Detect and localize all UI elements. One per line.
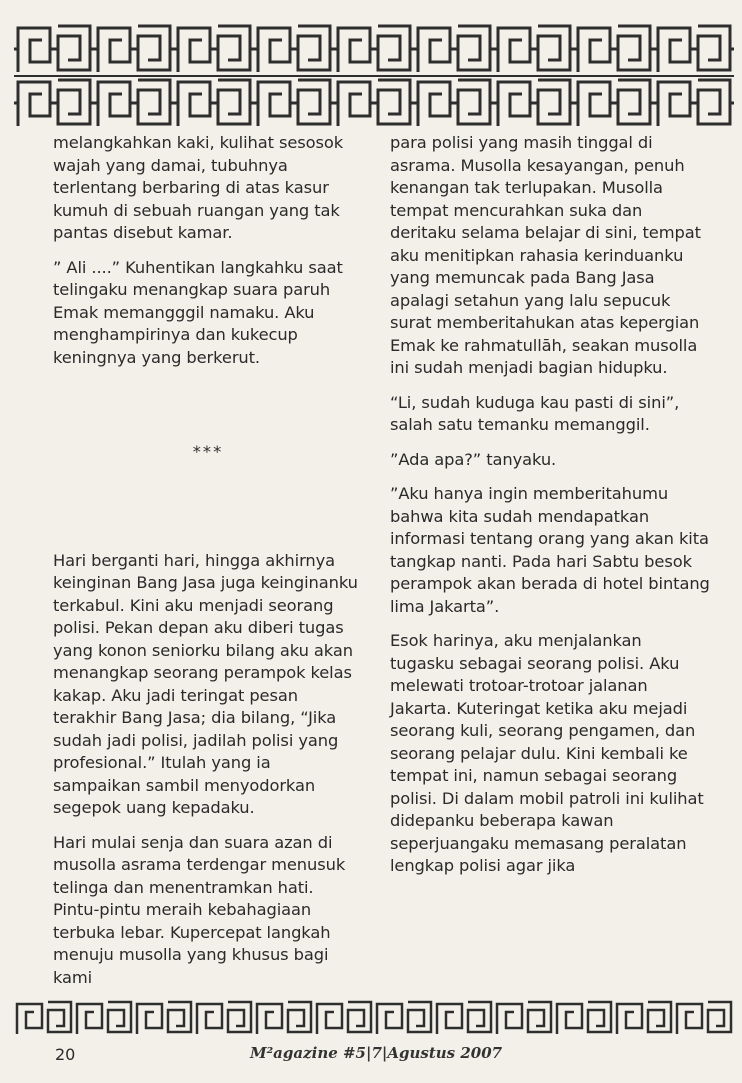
paragraph: para polisi yang masih tinggal di asrama. Musolla kesayangan, penuh kenangan tak terlupakan. Musolla tempat mencurahkan suka dan deritaku selama belajar di sini, tempat aku menitipkan rahasia kerinduanku yang memuncak pada Bang Jasa apalagi setahun yang lalu sepucuk surat memberitahukan atas kepergian Emak ke rahmatullāh, seakan musolla ini sudah menjadi bagian hidupku. [390,133,701,377]
paragraph: ” Ali ....” Kuhentikan langkahku saat telingaku menangkap suara paruh Emak memangggil namaku. Aku menghampirinya dan kukecup keningnya yang berkerut. [53,257,343,367]
paragraph: ”Aku hanya ingin memberitahumu bahwa kita sudah mendapatkan informasi tentang orang yang akan kita tangkap nanti. Pada hari Sabtu besok perampok akan berada di hotel bintang lima Jakarta”. [390,484,710,616]
paragraph: ”Ada apa?” tanyaku. [390,449,557,469]
paragraph: melangkahkan kaki, kulihat sesosok wajah yang damai, tubuhnya terlentang berbaring di atas kasur kumuh di sebuah ruangan yang tak pantas disebut kamar. [53,133,344,242]
bottom-ornament-border [14,1000,734,1036]
paragraph: Hari berganti hari, hingga akhirnya keinginan Bang Jasa juga keinginanku terkabul. Kini aku menjadi seorang polisi. Pekan depan aku diberi tugas yang konon seniorku bilang aku akan menangkap seorang perampok kelas kakap. Aku jadi teringat pesan terakhir Bang Jasa; dia bilang, “Jika sudah jadi polisi, jadilah polisi yang profesional.” Itulah yang ia sampaikan sambil menyodorkan segepok uang kepadaku. [53,550,358,817]
paragraph: “Li, sudah kuduga kau pasti di sini”, salah satu temanku memanggil. [390,392,680,434]
page-number: 20 [55,1045,76,1064]
paragraph: Esok harinya, aku menjalankan tugasku sebagai seorang polisi. Aku melewati trotoar-trotoar jalanan Jakarta. Kuteringat ketika aku mejadi seorang kuli, seorang pengamen, dan seorang pelajar dulu. Kini kembali ke tempat ini, namun sebagai seorang polisi. Di dalam mobil patroli ini kulihat didepanku beberapa kawan seperjuangaku memasang peralatan lengkap polisi agar jika [390,631,704,875]
section-separator: *** [192,442,224,461]
right-column [390,132,710,890]
magazine-footer: M²agazine #5|7|Agustus 2007 [250,1044,503,1062]
paragraph: Hari mulai senja dan suara azan di musolla asrama terdengar menusuk telinga dan menentramkan hati. Pintu-pintu meraih kebahagiaan terbuka lebar. Kupercepat langkah menuju musolla yang khusus bagi kami [53,832,346,987]
top-ornament-border [14,22,734,130]
left-column [53,132,363,1001]
